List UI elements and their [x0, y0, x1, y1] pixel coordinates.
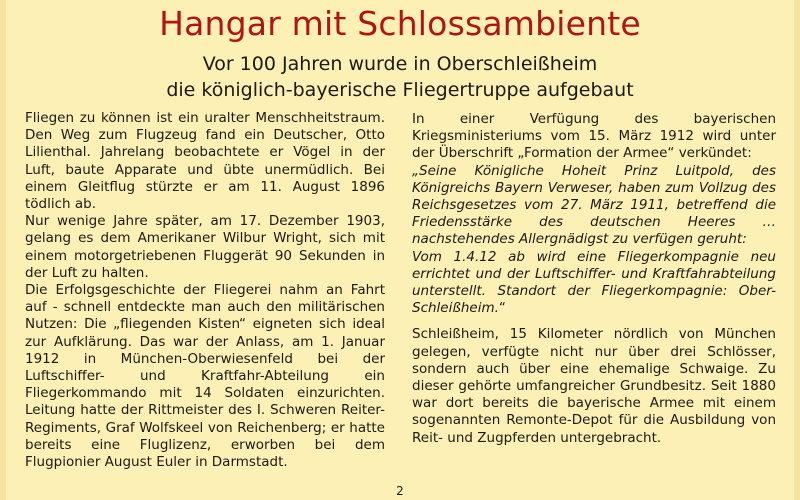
subtitle-line-1: Vor 100 Jahren wurde in Oberschleißheim [202, 53, 598, 75]
quote-close-mark: “ [498, 300, 506, 317]
paragraph-lilienthal: Fliegen zu können ist ein uralter Menschheitstraum. Den Weg zum Flugzeug fand ein Deutscher, Otto Lilienthal. Jahrelang beobachtete er Vögel in der Luft, baute Apparate und übte unermüdlich. Bei einem Gleitflug stürzte er am 11. August 1896 tödlich ab. [25, 110, 385, 213]
quote-fliegerkompagnie-text: Vom 1.4.12 ab wird eine Fliegerkompagnie neu errichtet und der Luftschiffer- und Kraftfahrabteilung unterstellt. Standort der Fliegerkompagnie: Ober-Schleißheim. [412, 248, 776, 317]
paragraph-verfuegung: In einer Verfügung des bayerischen Kriegsministeriums vom 15. März 1912 wird unter der Überschrift „Formation der Armee“ verkündet: [412, 111, 776, 162]
paragraph-wright: Nur wenige Jahre später, am 17. Dezember 1903, gelang es dem Amerikaner Wilbur Wright, sich mit einem motorgetriebenen Fluggerät 90 Sekunden in der Luft zu halten. [25, 213, 385, 281]
page-number: 2 [396, 484, 404, 498]
paragraph-schleissheim: Schleißheim, 15 Kilometer nördlich von München gelegen, verfügte nicht nur über drei Schlösser, sondern auch über eine ehemalige Schwaige. Zu dieser gehörte umfangreicher Grundbesitz. Seit 1880 war dort bereits die bayerische Armee mit einem sogenannten Remonte-Depot für die Ausbildung von Reit- und Zugpferden untergebracht. [412, 326, 776, 446]
page-title: Hangar mit Schlossambiente [159, 4, 641, 43]
right-column [412, 111, 776, 447]
left-column [25, 110, 385, 471]
subtitle-line-2: die königlich-bayerische Fliegertruppe aufgebaut [166, 79, 634, 101]
quote-luitpold: „Seine Königliche Hoheit Prinz Luitpold, des Königreichs Bayern Verweser, haben zum Vollzug des Reichsgesetzes vom 27. März 1911, betreffend die Friedensstärke des deutschen Heeres … nachstehendes Allergnädigst zu verfügen geruht: [412, 162, 776, 248]
paragraph-fliegerkommando: Die Erfolgsgeschichte der Fliegerei nahm an Fahrt auf - schnell entdeckte man auch den militärischen Nutzen: Die „fliegenden Kisten“ eigneten sich ideal zur Aufklärung. Das war der Anlass, am 1. Januar 1912 in München-Oberwiesenfeld bei der Luftschiffer- und Kraftfahr-Abteilung ein Fliegerkommando mit 14 Soldaten einzurichten. Leitung hatte der Rittmeister des I. Schweren Reiter-Regiments, Graf Wolfskeel von Reichenberg; er hatte bereits eine Fluglizenz, erworben bei dem Flugpionier August Euler in Darmstadt. [25, 282, 385, 471]
subtitle [0, 51, 800, 103]
quote-fliegerkompagnie [412, 249, 776, 318]
